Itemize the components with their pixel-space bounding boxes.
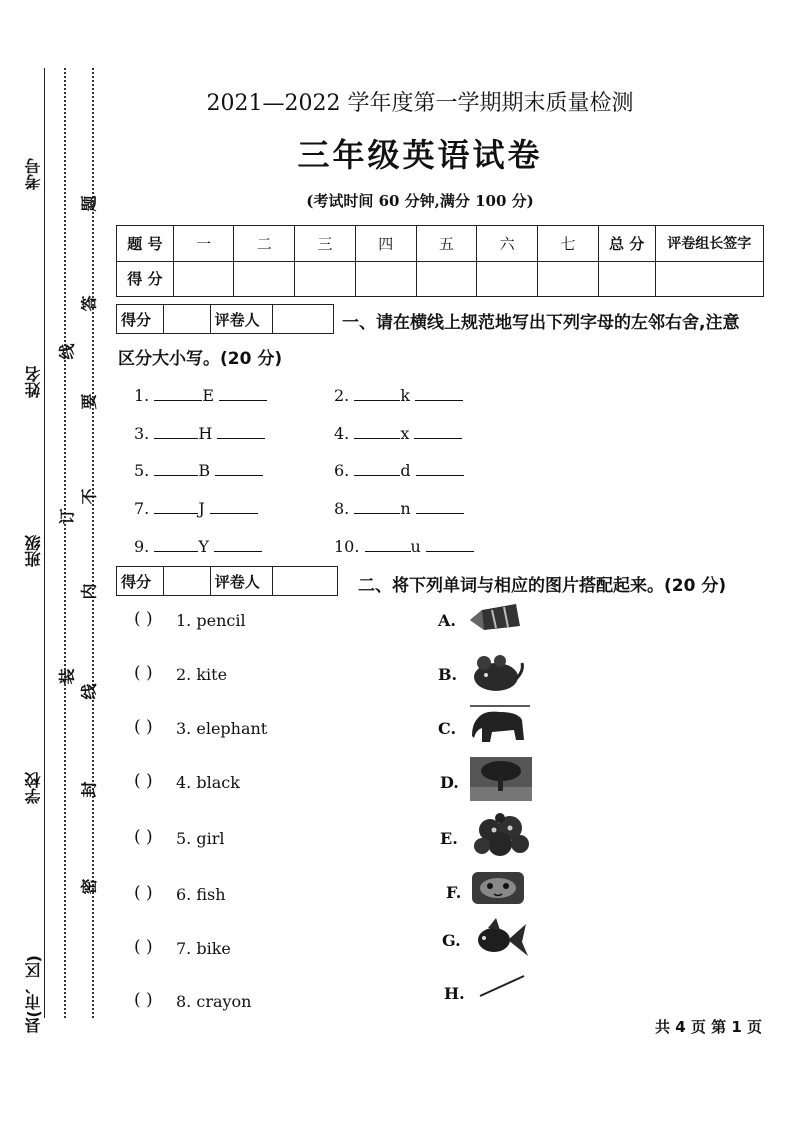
score-table <box>116 225 764 297</box>
school-label: 学校 <box>24 772 43 804</box>
letter-item-2: 2. k <box>334 384 463 405</box>
seal-char-1: 题 <box>79 195 99 212</box>
section1-score-cell[interactable] <box>164 305 210 334</box>
section2-title: 二、将下列单词与相应的图片搭配起来。(20 分) <box>358 576 727 596</box>
letter-blank-left[interactable] <box>154 422 198 439</box>
section1-grader-cell[interactable] <box>272 305 333 334</box>
mouse-picture <box>470 653 526 695</box>
score-cell-signature[interactable] <box>655 261 764 297</box>
score-col-1: 一 <box>173 226 234 262</box>
score-cell-3[interactable] <box>295 261 356 297</box>
word-bike: 7. bike <box>176 939 231 958</box>
answer-paren-7[interactable]: ( ) <box>134 937 153 957</box>
score-cell-6[interactable] <box>477 261 538 297</box>
letter-blank-left[interactable] <box>154 459 198 476</box>
section2-score-cell[interactable] <box>164 567 210 596</box>
word-crayon: 8. crayon <box>176 992 252 1011</box>
score-col-4: 四 <box>355 226 416 262</box>
class-label: 班级 <box>24 535 43 567</box>
goldfish-picture <box>470 916 530 960</box>
flower-picture <box>470 812 532 860</box>
word-kite: 2. kite <box>176 665 228 684</box>
letter-blank-left[interactable] <box>354 422 400 439</box>
letter-blank-left[interactable] <box>354 384 400 401</box>
section1-title-cont: 区分大小写。(20 分) <box>118 349 283 369</box>
letter-item-10: 10. u <box>334 535 474 556</box>
score-col-7: 七 <box>538 226 599 262</box>
letter-blank-left[interactable] <box>354 497 400 514</box>
answer-paren-2[interactable]: ( ) <box>134 663 153 683</box>
section2-score-label: 得分 <box>117 567 164 596</box>
option-d-label: D. <box>440 773 459 792</box>
letter-blank-left[interactable] <box>154 535 198 552</box>
section2-grader-cell[interactable] <box>272 567 337 596</box>
letter-item-9: 9. Y <box>134 535 262 556</box>
letter-blank-right[interactable] <box>414 422 462 439</box>
word-pencil: 1. pencil <box>176 611 246 630</box>
inner-char-order: 订 <box>57 508 77 525</box>
letter-blank-right[interactable] <box>416 497 464 514</box>
option-a-label: A. <box>438 611 456 630</box>
letter-blank-right[interactable] <box>217 422 265 439</box>
letter-item-8: 8. n <box>334 497 464 518</box>
score-table-row-label-2: 得 分 <box>117 261 174 297</box>
letter-blank-right[interactable] <box>415 384 463 401</box>
pencil-line-picture <box>476 972 528 1000</box>
word-fish: 6. fish <box>176 885 226 904</box>
answer-paren-3[interactable]: ( ) <box>134 717 153 737</box>
section2-grader-label: 评卷人 <box>210 567 272 596</box>
score-cell-1[interactable] <box>173 261 234 297</box>
answer-paren-4[interactable]: ( ) <box>134 771 153 791</box>
page-footer: 共 4 页 第 1 页 <box>655 1018 762 1036</box>
exam-title: 三年级英语试卷 <box>297 136 543 174</box>
section1-grader-label: 评卷人 <box>210 305 272 334</box>
section1-score-label: 得分 <box>117 305 164 334</box>
option-b-label: B. <box>438 665 458 684</box>
letter-blank-right[interactable] <box>215 459 263 476</box>
letter-item-3: 3. H <box>134 422 265 443</box>
word-girl: 5. girl <box>176 829 225 848</box>
exam-number-label: 考号 <box>24 158 43 190</box>
binding-dotted-line-outer <box>64 68 66 1018</box>
score-col-signature: 评卷组长签字 <box>655 226 764 262</box>
score-cell-5[interactable] <box>416 261 477 297</box>
answer-paren-5[interactable]: ( ) <box>134 827 153 847</box>
seal-char-2: 答 <box>79 295 99 312</box>
letter-blank-left[interactable] <box>365 535 411 552</box>
word-elephant: 3. elephant <box>176 719 268 738</box>
option-e-label: E. <box>440 829 458 848</box>
seal-char-5: 内 <box>79 583 99 600</box>
option-h-label: H. <box>444 984 465 1003</box>
section2-grader-box <box>116 566 338 596</box>
score-col-2: 二 <box>234 226 295 262</box>
letter-item-4: 4. x <box>334 422 462 443</box>
score-cell-4[interactable] <box>355 261 416 297</box>
letter-blank-left[interactable] <box>354 459 400 476</box>
tree-picture <box>470 757 532 801</box>
option-f-label: F. <box>446 883 462 902</box>
score-col-total: 总 分 <box>598 226 655 262</box>
option-c-label: C. <box>438 719 457 738</box>
answer-paren-1[interactable]: ( ) <box>134 609 153 629</box>
score-col-6: 六 <box>477 226 538 262</box>
letter-item-5: 5. B <box>134 459 263 480</box>
name-label: 姓名 <box>24 366 43 398</box>
score-col-3: 三 <box>295 226 356 262</box>
letter-item-6: 6. d <box>334 459 464 480</box>
letter-blank-right[interactable] <box>426 535 474 552</box>
exam-info: (考试时间 60 分钟,满分 100 分) <box>306 192 534 210</box>
answer-paren-6[interactable]: ( ) <box>134 883 153 903</box>
letter-blank-right[interactable] <box>219 384 267 401</box>
inner-char-bind: 装 <box>57 668 77 685</box>
score-col-5: 五 <box>416 226 477 262</box>
letter-blank-right[interactable] <box>416 459 464 476</box>
seal-char-7: 封 <box>79 781 99 798</box>
answer-paren-8[interactable]: ( ) <box>134 990 153 1010</box>
seal-char-3: 要 <box>79 393 99 410</box>
section1-title: 一、请在横线上规范地写出下列字母的左邻右舍,注意 <box>342 313 740 333</box>
letter-item-7: 7. J <box>134 497 258 518</box>
inner-char-line: 线 <box>57 343 77 360</box>
seal-char-8: 密 <box>79 878 99 895</box>
letter-blank-left[interactable] <box>154 384 202 401</box>
score-cell-total[interactable] <box>598 261 655 297</box>
option-g-label: G. <box>442 931 461 950</box>
seal-char-6: 线 <box>79 683 99 700</box>
county-label: 县(市、区) <box>24 955 43 1034</box>
score-cell-2[interactable] <box>234 261 295 297</box>
seal-char-4: 不 <box>79 488 99 505</box>
crayon-picture <box>464 598 524 638</box>
section1-grader-box <box>116 304 334 334</box>
word-black: 4. black <box>176 773 240 792</box>
elephant-picture <box>470 704 530 744</box>
exam-term-title: 2021—2022 学年度第一学期期末质量检测 <box>206 91 634 116</box>
score-cell-7[interactable] <box>538 261 599 297</box>
score-table-row-label: 题 号 <box>117 226 174 262</box>
cat-face-picture <box>470 868 526 908</box>
letter-blank-left[interactable] <box>154 497 198 514</box>
letter-blank-right[interactable] <box>214 535 262 552</box>
letter-blank-right[interactable] <box>210 497 258 514</box>
letter-item-1: 1. E <box>134 384 267 405</box>
